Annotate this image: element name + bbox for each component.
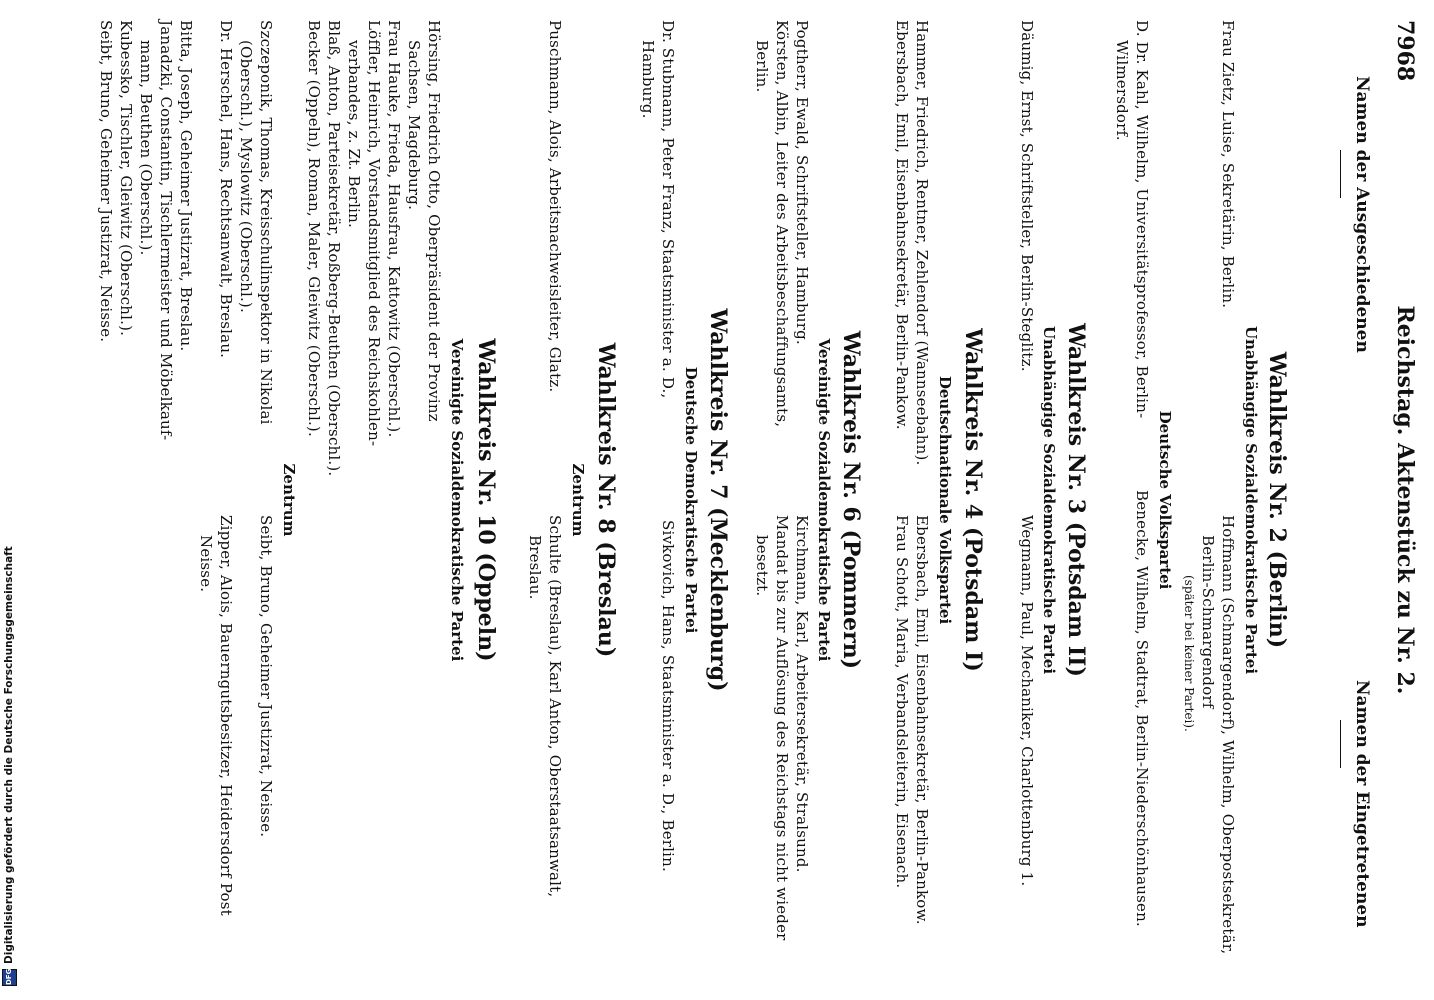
- entry-right: Benecke, Wilhelm, Stadtrat, Berlin-Niederschönhausen.: [1133, 490, 1151, 927]
- party-heading: Vereinigte Sozialdemokratische Partei: [448, 338, 466, 662]
- district-heading: Wahlkreis Nr. 2 (Berlin): [1264, 351, 1290, 649]
- entry-left: Frau Zietz, Luise, Sekretärin, Berlin.: [1219, 20, 1237, 309]
- entry-right: Berlin-Schmargendorf: [1199, 535, 1217, 709]
- entry-left: Kubessko, Tischler, Gleiwitz (Oberschl.).: [117, 20, 135, 337]
- entry-left: (Oberschl.), Myslowitz (Oberschl.).: [237, 40, 255, 313]
- entry-left: Janadzki, Constantin, Tischlermeister und Möbelkauf-: [157, 20, 175, 441]
- entry-right: besetzt.: [753, 535, 771, 597]
- entry-left: Dr. Stubmann, Peter Franz, Staatsminister a. D.,: [659, 20, 677, 399]
- column-header-right: Namen der Eingetretenen: [1352, 680, 1372, 928]
- entry-left: Becker (Oppeln), Roman, Maler, Gleiwitz (Oberschl.).: [305, 20, 323, 437]
- dfg-logo-icon: DFG: [2, 969, 17, 986]
- district-heading: Wahlkreis Nr. 7 (Mecklenburg): [705, 308, 731, 692]
- entry-left: Puschmann, Alois, Arbeitsnachweisleiter, Glatz.: [546, 20, 564, 393]
- entry-right: Frau Schott, Maria, Verbandsleiterin, Eisenach.: [893, 515, 911, 889]
- district-heading: Wahlkreis Nr. 10 (Oppeln): [473, 338, 499, 662]
- entry-left: Wilmersdorf.: [1113, 40, 1131, 141]
- entry-left: Hammer, Friedrich, Rentner, Zehlendorf (Wannseebahn).: [913, 20, 931, 466]
- entry-left: Szczeponik, Thomas, Kreisschulinspektor in Nikolai: [257, 20, 275, 425]
- entry-right: Hoffmann (Schmargendorf), Wilhelm, Oberpostsekretär,: [1219, 515, 1237, 955]
- entry-right-note: (später bei keiner Partei).: [1182, 575, 1196, 732]
- entry-left: mann, Beuthen (Oberschl.).: [137, 40, 155, 256]
- party-heading: Zentrum: [280, 463, 298, 537]
- entry-left: Pogtherr, Ewald, Schriftsteller, Hamburg.: [793, 20, 811, 345]
- district-heading: Wahlkreis Nr. 6 (Pommern): [838, 330, 864, 670]
- party-heading: Zentrum: [569, 463, 587, 537]
- party-heading: Deutschnationale Volkspartei: [936, 375, 954, 625]
- column-header-left-rule: [1340, 150, 1341, 198]
- entry-right: Wegmann, Paul, Mechaniker, Charlottenburg 1.: [1018, 515, 1036, 887]
- entry-right: Schulte (Breslau), Karl Anton, Oberstaatsanwalt,: [546, 515, 564, 898]
- column-header-left: Namen der Ausgeschiedenen: [1352, 76, 1372, 353]
- running-title: Reichstag. Aktenstück zu Nr. 2.: [1392, 305, 1418, 695]
- entry-left: Frau Hauke, Frieda, Hausfrau, Kattowitz (Oberschl.).: [385, 20, 403, 438]
- entry-left: verbandes, z. Zt. Berlin.: [345, 40, 363, 228]
- entry-left: Hörsing, Friedrich Otto, Oberpräsident der Provinz: [425, 20, 443, 422]
- entry-right: Neisse.: [197, 535, 215, 593]
- party-heading: Deutsche Volkspartei: [1156, 410, 1174, 590]
- entry-right: Sivkovich, Hans, Staatsminister a. D., Berlin.: [659, 520, 677, 872]
- district-heading: Wahlkreis Nr. 4 (Potsdam I): [960, 328, 986, 672]
- credit-text: Digitalisierung gefördert durch die Deutsche Forschungsgemeinschaft: [3, 546, 15, 964]
- entry-left: Dr. Herschel, Hans, Rechtsanwalt, Breslau.: [217, 20, 235, 359]
- entry-left: D. Dr. Kahl, Wilhelm, Universitätsprofessor, Berlin-: [1133, 20, 1151, 419]
- entry-left: Löffler, Heinrich, Vorstandsmitglied des Reichskohlen-: [365, 20, 383, 447]
- party-heading: Unabhängige Sozialdemokratische Partei: [1040, 325, 1058, 675]
- entry-left: Körsten, Albin, Leiter des Arbeitsbeschaffungsamts,: [773, 20, 791, 428]
- party-heading: Unabhängige Sozialdemokratische Partei: [1242, 325, 1260, 675]
- district-heading: Wahlkreis Nr. 3 (Potsdam II): [1063, 323, 1089, 677]
- entry-right: Ebersbach, Emil, Eisenbahnsekretär, Berlin-Pankow.: [913, 515, 931, 925]
- party-heading: Vereinigte Sozialdemokratische Partei: [815, 338, 833, 662]
- entry-left: Seibt, Bruno, Geheimer Justizrat, Neisse.: [97, 20, 115, 343]
- entry-right: Zipper, Alois, Bauerngutsbesitzer, Heidersdorf Post: [217, 515, 235, 916]
- party-heading: Deutsche Demokratische Partei: [682, 366, 700, 634]
- entry-left: Berlin.: [753, 40, 771, 93]
- entry-right: Breslau.: [526, 535, 544, 600]
- entry-left: Bitta, Joseph, Geheimer Justizrat, Breslau.: [177, 20, 195, 352]
- entry-left: Däumig, Ernst, Schriftsteller, Berlin-Steglitz.: [1018, 20, 1036, 372]
- entry-right: Kirchmann, Karl, Arbeitersekretär, Stralsund.: [793, 515, 811, 873]
- entry-right: Mandat bis zur Auflösung des Reichstags nicht wieder: [773, 515, 791, 941]
- district-heading: Wahlkreis Nr. 8 (Breslau): [593, 342, 619, 658]
- entry-right: Seibt, Bruno, Geheimer Justizrat, Neisse.: [257, 515, 275, 838]
- entry-left: Hamburg.: [639, 40, 657, 119]
- page-number: 7968: [1392, 20, 1418, 82]
- column-header-right-rule: [1340, 720, 1341, 768]
- entry-left: Sachsen, Magdeburg.: [405, 40, 423, 211]
- digitization-credit: [0, 0, 18, 1000]
- entry-left: Blaß, Anton, Parteisekretär, Roßberg-Beuthen (Oberschl.).: [325, 20, 343, 477]
- entry-left: Ebersbach, Emil, Eisenbahnsekretär, Berlin-Pankow.: [893, 20, 911, 430]
